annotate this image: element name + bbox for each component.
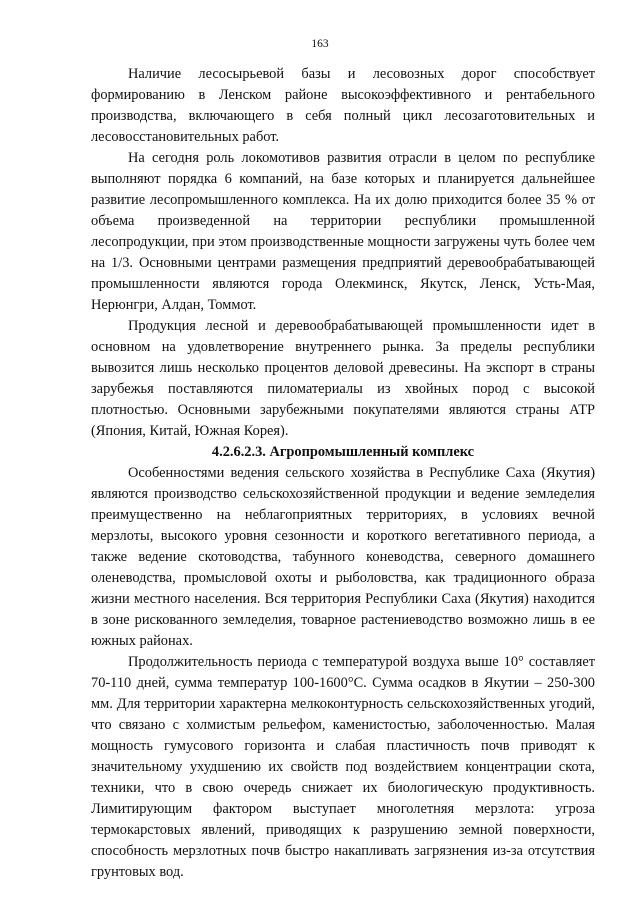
paragraph-agriculture-features: Особенностями ведения сельского хозяйства в Республике Саха (Якутия) являются производство сельскохозяйственной продукции и ведение земледелия преимущественно на неблагоприятных территориях, в условиях вечной мерзлоты, высокого уровня сезонности и короткого вегетативного периода, а также ведение скотоводства, табунного коневодства, северного домашнего оленеводства, промысловой охоты и рыболовства, как традиционного образа жизни местного населения. Вся территория Республики Саха (Якутия) находится в зоне рискованного земледелия, товарное растениеводство возможно лишь в ее южных районах. (91, 465, 595, 649)
page-number: 163 (311, 38, 329, 50)
paragraph-climate-soil: Продолжительность периода с температурой воздуха выше 10° составляет 70-110 дней, сумма температур 100-1600°С. Сумма осадков в Якутии – 250-300 мм. Для территории характерна мелкоконтурность сельскохозяйственных угодий, что связано с холмистым рельефом, каменистостью, заболоченностью. Малая мощность гумусового горизонта и слабая пластичность почв приводят к значительному ухудшению их свойств под воздействием концентрации скота, техники, что в свою очередь снижает их биологическую продуктивность. Лимитирующим фактором выступает многолетняя мерзлота: угроза термокарстовых явлений, приводящих к разрушению земной поверхности, способность мерзлотных почв быстро накапливать загрязнения из-за отсутствия грунтовых вод. (91, 654, 595, 880)
section-heading-agro-complex: 4.2.6.2.3. Агропромышленный комплекс (211, 444, 475, 460)
paragraph-industry-companies: На сегодня роль локомотивов развития отрасли в целом по республике выполняют порядка 6 компаний, на базе которых и планируется дальнейшее развитие лесопромышленного комплекса. На их долю приходится более 35 % от объема произведенной на территории республики промышленной лесопродукции, при этом производственные мощности загружены чуть более чем на 1/3. Основными центрами размещения предприятий деревообрабатывающей промышленности являются города Олекминск, Якутск, Ленск, Усть-Мая, Нерюнгри, Алдан, Томмот. (91, 150, 595, 313)
paragraph-forest-base: Наличие лесосырьевой базы и лесовозных дорог способствует формированию в Ленском районе высокоэффективного и рентабельного производства, включающего в себя полный цикл лесозаготовительных и лесовосстановительных работ. (91, 66, 595, 145)
paragraph-forest-products-market: Продукция лесной и деревообрабатывающей промышленности идет в основном на удовлетворение внутреннего рынка. За пределы республики вывозится лишь несколько процентов деловой древесины. На экспорт в страны зарубежья поставляются пиломатериалы из хвойных пород с высокой плотностью. Основными зарубежными покупателями являются страны АТР (Япония, Китай, Южная Корея). (91, 318, 595, 439)
document-body (91, 64, 595, 883)
